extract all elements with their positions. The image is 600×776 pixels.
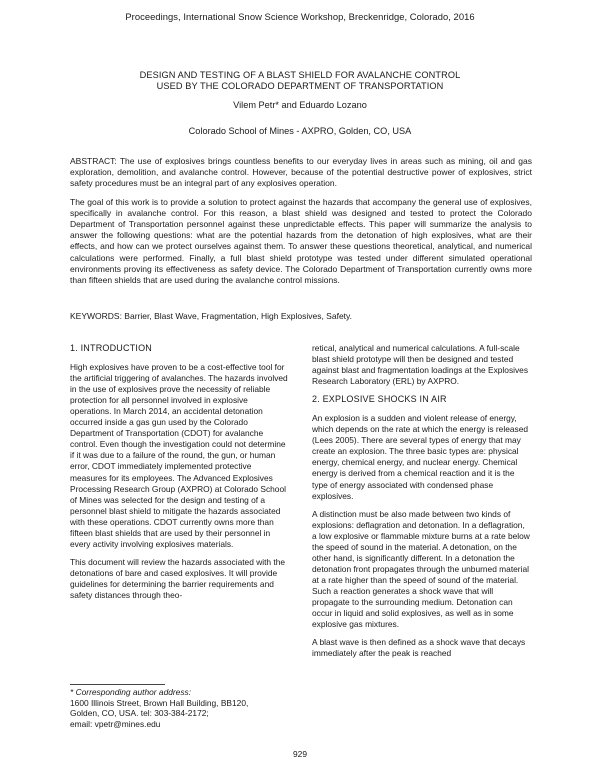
shocks-paragraph-1: An explosion is a sudden and violent release of energy, which depends on the rate at which the energy is released (Lees 2005). There are several types of energy that may create an explosion. The three basic types are: physical energy, chemical energy, and nuclear energy. Chemical energy is derived from a chemical reaction and it is the type of energy associated with condensed phase explosives.	[312, 413, 529, 501]
footnote	[70, 687, 295, 729]
title-line-1: DESIGN AND TESTING OF A BLAST SHIELD FOR AVALANCHE CONTROL	[139, 70, 461, 80]
keywords: KEYWORDS: Barrier, Blast Wave, Fragmentation, High Explosives, Safety.	[70, 311, 353, 321]
intro-paragraph-1: High explosives have proven to be a cost-effective tool for the artificial triggering of avalanches. The hazards involved in the use of explosives prove the necessity of reliable protection for all personnel involved in explosive operations. In March 2014, an accidental detonation occurred inside a gas gun used by the Colorado Department of Transportation (CDOT) for avalanche control. Even though the investigation could not determine if it was due to a failure of the round, the gun, or human error, CDOT immediately implemented protective measures for its employees. The Advanced Explosives Processing Research Group (AXPRO) at Colorado School of Mines was selected for the design and testing of a personnel blast shield to mitigate the hazards associated with these operations. CDOT currently owns more than fifteen blast shields that are used by their personnel in every activity involving explosives materials.	[70, 362, 288, 549]
title-line-2: USED BY THE COLORADO DEPARTMENT OF TRANSPORTATION	[156, 81, 444, 92]
footnote-address-line-2: Golden, CO, USA. tel: 303-384-2172;	[70, 708, 209, 719]
intro-paragraph-2: This document will review the hazards associated with the detonations of bare and cased explosives. It will provide guidelines for determining the barrier requirements and safety distances through theo-	[70, 556, 286, 600]
right-column	[312, 343, 531, 666]
affiliation: Colorado School of Mines - AXPRO, Golden, CO, USA	[188, 126, 412, 136]
intro-paragraph-continued: retical, analytical and numerical calculations. A full-scale blast shield prototype will then be designed and tested against blast and fragmentation loadings at the Explosives Research Laboratory (ERL) by AXPRO.	[312, 343, 529, 387]
running-head: Proceedings, International Snow Science Workshop, Breckenridge, Colorado, 2016	[125, 11, 475, 22]
page-number: 929	[293, 749, 307, 759]
abstract-paragraph-2: The goal of this work is to provide a solution to protect against the hazards that accompany the general use of explosives, specifically in avalanche control. For this reason, a blast shield was designed and tested to protect the Colorado Department of Transportation personnel against these unpredictable effects. This paper will summarize the analysis to answer the following questions: what are the potential hazards from the detonation of high explosives, what are their effects, and how can we protect ourselves against them. To answer these questions theoretical, analytical, and numerical calculations were performed. Finally, a full blast shield prototype was tested under different simulated operational environments proving its effectiveness as safety device. The Colorado Department of Transportation currently owns more than fifteen shields that are used during the avalanche control missions.	[70, 196, 532, 286]
footnote-divider	[70, 684, 165, 685]
section-heading-explosive-shocks: 2. EXPLOSIVE SHOCKS IN AIR	[312, 394, 447, 405]
abstract-paragraph-1: ABSTRACT: The use of explosives brings countless benefits to our everyday lives in areas such as mining, oil and gas exploration, demolition, and avalanche control. However, because of the potential destructive power of explosives, strict safety procedures must be an integral part of any explosives operation.	[70, 156, 532, 189]
shocks-paragraph-3: A blast wave is then defined as a shock wave that decays immediately after the peak is reached	[312, 637, 526, 659]
abstract	[70, 156, 532, 293]
footnote-title: * Corresponding author address:	[70, 687, 192, 697]
left-column	[70, 343, 289, 608]
section-heading-introduction: 1. INTRODUCTION	[70, 343, 153, 353]
paper-title	[60, 70, 540, 93]
shocks-paragraph-2: A distinction must be also made between two kinds of explosions: deflagration and detonation. In a deflagration, a low explosive or flammable mixture burns at a rate below the speed of sound in the material. A detonation, on the other hand, is significantly different. In a detonation the detonation front propagates through the unburned material at a rate higher than the speed of sound of the material. Such a reaction generates a shock wave that will propagate to the surrounding medium. Detonation can occur in liquid and solid explosives, as well as in some explosive gas mixtures.	[312, 508, 530, 630]
footnote-email: email: vpetr@mines.edu	[70, 718, 161, 729]
footnote-address-line-1: 1600 Illinois Street, Brown Hall Building, BB120,	[70, 697, 249, 708]
authors: Vilem Petr* and Eduardo Lozano	[233, 100, 367, 110]
